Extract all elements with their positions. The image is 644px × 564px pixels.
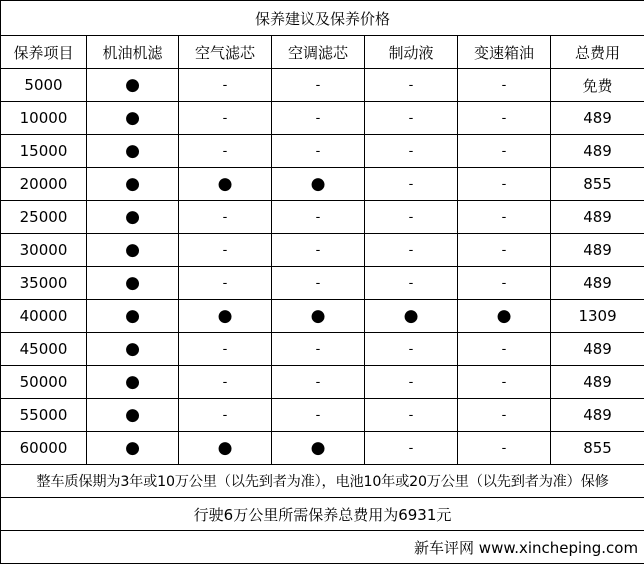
transmission-oil-cell: -: [458, 399, 551, 432]
cabin-filter-cell: -: [272, 399, 365, 432]
cabin-filter-cell: -: [272, 267, 365, 300]
mileage-cell: 5000: [1, 69, 87, 102]
total-cost-cell: 489: [551, 201, 644, 234]
oil-filter-cell: ●: [87, 333, 179, 366]
header-oil-filter: 机油机滤: [87, 36, 179, 69]
brake-fluid-cell: -: [365, 366, 458, 399]
total-cost-cell: 855: [551, 168, 644, 201]
cabin-filter-cell: ●: [272, 432, 365, 465]
oil-filter-cell: ●: [87, 135, 179, 168]
oil-filter-cell: ●: [87, 267, 179, 300]
table-row: [1, 135, 644, 168]
cabin-filter-cell: -: [272, 201, 365, 234]
total-cost-cell: 489: [551, 366, 644, 399]
brake-fluid-cell: -: [365, 168, 458, 201]
source-footer: 新车评网 www.xincheping.com: [1, 531, 644, 564]
header-cabin-filter: 空调滤芯: [272, 36, 365, 69]
table-row: [1, 399, 644, 432]
cabin-filter-cell: -: [272, 333, 365, 366]
transmission-oil-cell: -: [458, 234, 551, 267]
mileage-cell: 15000: [1, 135, 87, 168]
air-filter-cell: -: [179, 234, 272, 267]
oil-filter-cell: ●: [87, 234, 179, 267]
air-filter-cell: -: [179, 102, 272, 135]
brake-fluid-cell: -: [365, 69, 458, 102]
oil-filter-cell: ●: [87, 366, 179, 399]
mileage-cell: 35000: [1, 267, 87, 300]
table-row: [1, 432, 644, 465]
mileage-cell: 50000: [1, 366, 87, 399]
brake-fluid-cell: -: [365, 102, 458, 135]
header-air-filter: 空气滤芯: [179, 36, 272, 69]
table-row: [1, 201, 644, 234]
table-row: [1, 267, 644, 300]
oil-filter-cell: ●: [87, 201, 179, 234]
cabin-filter-cell: ●: [272, 168, 365, 201]
total-cost-cell: 489: [551, 399, 644, 432]
footer-row: [1, 531, 644, 564]
brake-fluid-cell: -: [365, 432, 458, 465]
table-row: [1, 69, 644, 102]
header-brake-fluid: 制动液: [365, 36, 458, 69]
mileage-cell: 30000: [1, 234, 87, 267]
total-cost-cell: 1309: [551, 300, 644, 333]
transmission-oil-cell: -: [458, 69, 551, 102]
total-cost-cell: 489: [551, 135, 644, 168]
table-row: [1, 333, 644, 366]
oil-filter-cell: ●: [87, 432, 179, 465]
mileage-cell: 25000: [1, 201, 87, 234]
oil-filter-cell: ●: [87, 168, 179, 201]
air-filter-cell: -: [179, 399, 272, 432]
air-filter-cell: ●: [179, 432, 272, 465]
transmission-oil-cell: -: [458, 333, 551, 366]
air-filter-cell: -: [179, 69, 272, 102]
mileage-cell: 10000: [1, 102, 87, 135]
transmission-oil-cell: -: [458, 135, 551, 168]
air-filter-cell: ●: [179, 300, 272, 333]
title-row: [1, 1, 644, 36]
total-cost-cell: 免费: [551, 69, 644, 102]
transmission-oil-cell: ●: [458, 300, 551, 333]
table-row: [1, 366, 644, 399]
warranty-row: [1, 465, 644, 498]
oil-filter-cell: ●: [87, 399, 179, 432]
air-filter-cell: -: [179, 267, 272, 300]
transmission-oil-cell: -: [458, 201, 551, 234]
cabin-filter-cell: -: [272, 102, 365, 135]
total-cost-cell: 489: [551, 234, 644, 267]
mileage-cell: 55000: [1, 399, 87, 432]
mileage-cell: 40000: [1, 300, 87, 333]
header-row: [1, 36, 644, 69]
total-cost-cell: 489: [551, 267, 644, 300]
air-filter-cell: ●: [179, 168, 272, 201]
table-row: [1, 234, 644, 267]
oil-filter-cell: ●: [87, 300, 179, 333]
cabin-filter-cell: -: [272, 234, 365, 267]
total-cost-cell: 855: [551, 432, 644, 465]
oil-filter-cell: ●: [87, 102, 179, 135]
transmission-oil-cell: -: [458, 267, 551, 300]
brake-fluid-cell: -: [365, 267, 458, 300]
header-transmission-oil: 变速箱油: [458, 36, 551, 69]
air-filter-cell: -: [179, 333, 272, 366]
mileage-cell: 60000: [1, 432, 87, 465]
mileage-cell: 20000: [1, 168, 87, 201]
table-row: [1, 300, 644, 333]
cabin-filter-cell: -: [272, 69, 365, 102]
mileage-cell: 45000: [1, 333, 87, 366]
transmission-oil-cell: -: [458, 168, 551, 201]
brake-fluid-cell: -: [365, 399, 458, 432]
total-cost-cell: 489: [551, 102, 644, 135]
header-total-cost: 总费用: [551, 36, 644, 69]
oil-filter-cell: ●: [87, 69, 179, 102]
warranty-note: 整车质保期为3年或10万公里（以先到者为准），电池10年或20万公里（以先到者为准）保修: [1, 465, 644, 498]
air-filter-cell: -: [179, 366, 272, 399]
total-cost-cell: 489: [551, 333, 644, 366]
brake-fluid-cell: -: [365, 234, 458, 267]
cabin-filter-cell: -: [272, 135, 365, 168]
transmission-oil-cell: -: [458, 366, 551, 399]
brake-fluid-cell: ●: [365, 300, 458, 333]
total-note: 行驶6万公里所需保养总费用为6931元: [1, 498, 644, 531]
brake-fluid-cell: -: [365, 333, 458, 366]
cabin-filter-cell: -: [272, 366, 365, 399]
brake-fluid-cell: -: [365, 135, 458, 168]
transmission-oil-cell: -: [458, 102, 551, 135]
table-row: [1, 168, 644, 201]
air-filter-cell: -: [179, 135, 272, 168]
air-filter-cell: -: [179, 201, 272, 234]
total-row: [1, 498, 644, 531]
transmission-oil-cell: -: [458, 432, 551, 465]
table-row: [1, 102, 644, 135]
cabin-filter-cell: ●: [272, 300, 365, 333]
table-title: 保养建议及保养价格: [1, 1, 644, 36]
brake-fluid-cell: -: [365, 201, 458, 234]
header-item: 保养项目: [1, 36, 87, 69]
